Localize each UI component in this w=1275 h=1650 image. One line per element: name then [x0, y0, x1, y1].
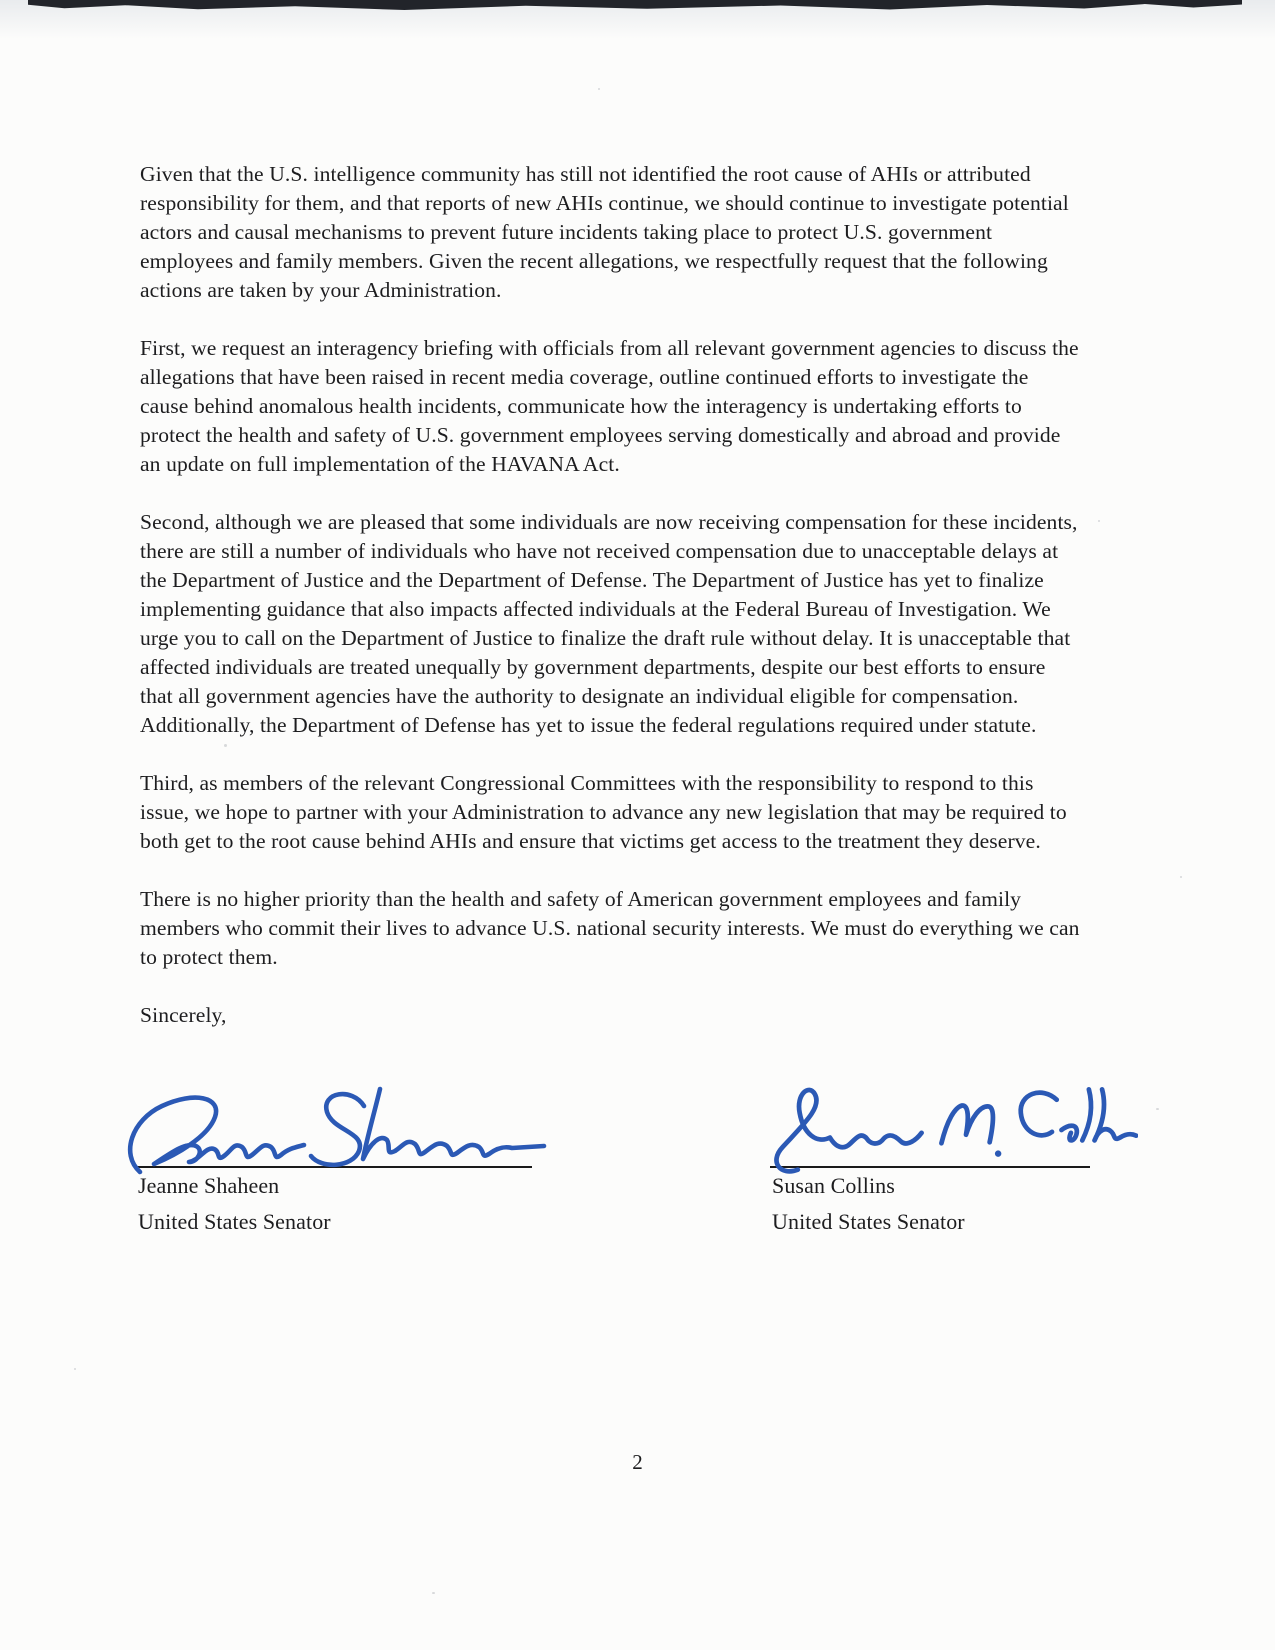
- signature-block-collins: [760, 1080, 1110, 1236]
- collins-signature: [760, 1080, 1138, 1180]
- letter-body: [140, 160, 1082, 1236]
- paragraph-3: Second, although we are pleased that some individuals are now receiving compensation for these incidents, there are still a number of individuals who have not received compensation due to unacceptable delays at the Department of Justice and the Department of Defense. The Department of Justice has yet to finalize implementing guidance that also impacts affected individuals at the Federal Bureau of Investigation. We urge you to call on the Department of Justice to finalize the draft rule without delay. It is unacceptable that affected individuals are treated unequally by government departments, despite our best efforts to ensure that all government agencies have the authority to designate an individual eligible for compensation. Additionally, the Department of Defense has yet to issue the federal regulations required under statute.: [140, 510, 1078, 737]
- paragraph-2: First, we request an interagency briefing with officials from all relevant government agencies to discuss the allegations that have been raised in recent media coverage, outline continued efforts to investigate the cause behind anomalous health incidents, communicate how the interagency is undertaking efforts to protect the health and safety of U.S. government employees serving domestically and abroad and provide an update on full implementation of the HAVANA Act.: [140, 336, 1079, 476]
- paragraph-1: Given that the U.S. intelligence community has still not identified the root cause of AHIs or attributed responsibility for them, and that reports of new AHIs continue, we should continue to investigate potential actors and causal mechanisms to prevent future incidents taking place to protect U.S. government employees and family members. Given the recent allegations, we respectfully request that the following actions are taken by your Administration.: [140, 162, 1069, 302]
- shaheen-signature: [126, 1076, 556, 1180]
- scan-edge-artifact: [28, 0, 1242, 10]
- closing-salutation: Sincerely,: [140, 1003, 227, 1027]
- paragraph-4: Third, as members of the relevant Congressional Committees with the responsibility to respond to this issue, we hope to partner with your Administration to advance any new legislation that may be required to both get to the root cause behind AHIs and ensure that victims get access to the treatment they deserve.: [140, 771, 1067, 853]
- page-number: 2: [632, 1450, 643, 1474]
- signer-title-shaheen: United States Senator: [138, 1209, 331, 1234]
- signer-name-shaheen: Jeanne Shaheen: [138, 1173, 280, 1198]
- paragraph-5: There is no higher priority than the health and safety of American government employees and family members who commit their lives to advance U.S. national security interests. We must do everything we can to protect them.: [140, 887, 1080, 969]
- signer-name-collins: Susan Collins: [772, 1173, 895, 1198]
- signature-block-shaheen: [126, 1076, 556, 1236]
- signature-row: [140, 1076, 1082, 1236]
- signer-title-collins: United States Senator: [772, 1209, 965, 1234]
